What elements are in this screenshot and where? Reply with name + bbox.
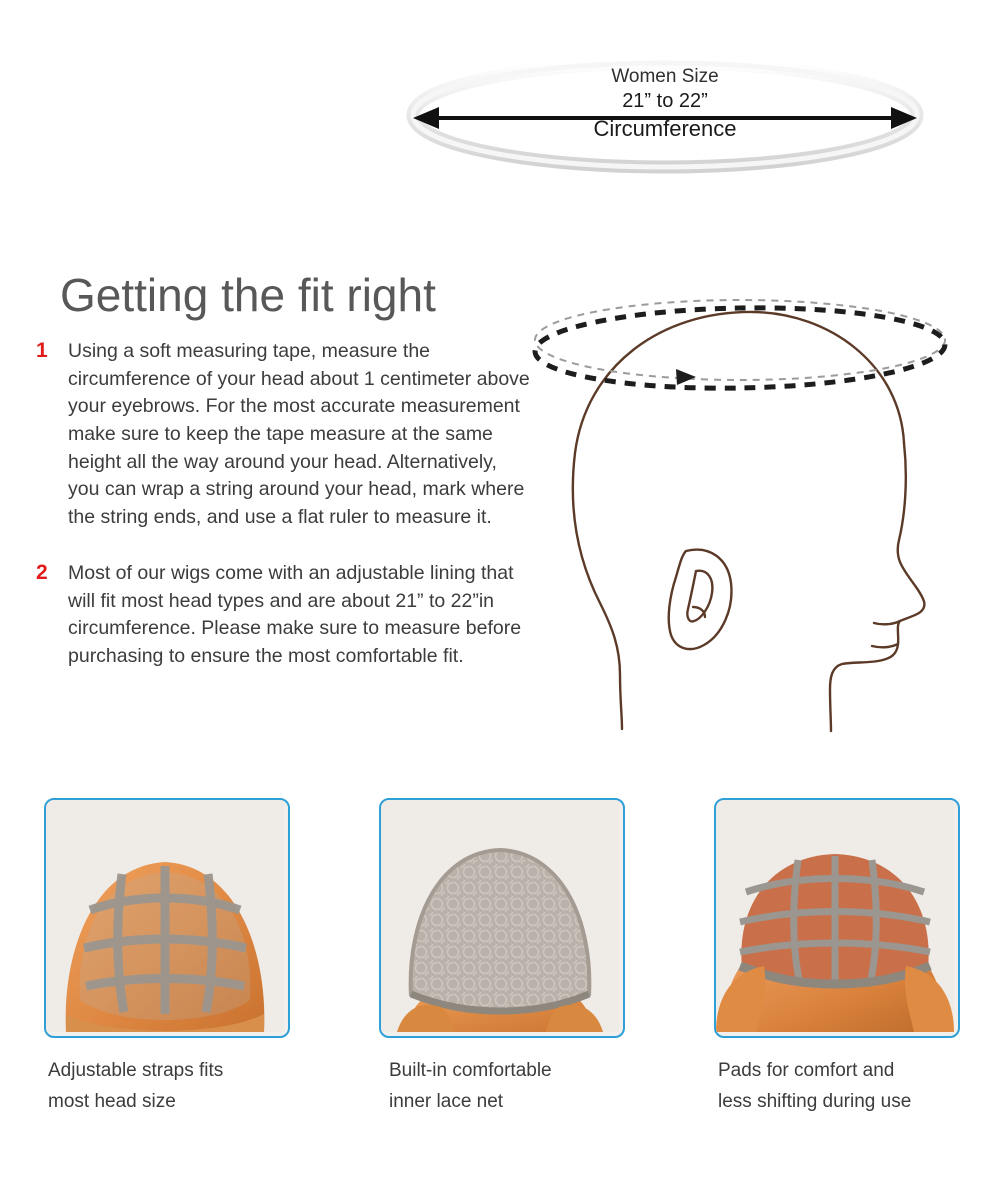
feature-caption <box>44 1056 286 1118</box>
band-label-women-size: Women Size <box>611 66 719 87</box>
head-profile-diagram <box>500 215 980 735</box>
list-item <box>30 338 530 532</box>
caption-line-2: inner lace net <box>389 1090 504 1112</box>
band-label-circumference: Circumference <box>593 115 737 141</box>
band-label-group <box>405 65 925 143</box>
instruction-list <box>30 338 530 699</box>
wig-cap-inner-lace-net-photo <box>379 798 625 1038</box>
dashed-measuring-line-icon <box>534 300 945 392</box>
caption-line-1: Built-in comfortable <box>389 1060 552 1081</box>
step-number: 2 <box>36 560 48 584</box>
wig-cap-adjustable-straps-photo <box>44 798 290 1038</box>
feature-caption <box>379 1056 621 1118</box>
wig-cap-comfort-pads-photo <box>714 798 960 1038</box>
caption-line-1: Pads for comfort and <box>718 1060 895 1081</box>
feature-card-row <box>0 798 1000 1118</box>
caption-line-2: less shifting during use <box>718 1090 912 1112</box>
feature-card <box>714 798 956 1118</box>
list-item <box>30 560 530 671</box>
caption-line-1: Adjustable straps fits <box>48 1060 224 1081</box>
feature-card <box>44 798 286 1118</box>
feature-caption <box>714 1056 956 1118</box>
caption-line-2: most head size <box>48 1090 176 1112</box>
step-text: Most of our wigs come with an adjustable lining that will fit most head types and are about 21” to 22”in circumference. Please make sure to measure before purchasing to ensure the most comfortable fit. <box>68 561 522 667</box>
step-text: Using a soft measuring tape, measure the circumference of your head about 1 centimeter above your eyebrows. For the most accurate measurement make sure to keep the tape measure at the same height all the way around your head. Alternatively, you can wrap a string around your head, mark where the string ends, and use a flat ruler to measure it. <box>68 340 530 529</box>
page-title: Getting the fit right <box>60 268 436 321</box>
feature-card <box>379 798 621 1118</box>
measuring-band-illustration <box>405 55 925 185</box>
step-number: 1 <box>36 339 48 362</box>
band-label-size-range: 21” to 22” <box>622 90 708 113</box>
